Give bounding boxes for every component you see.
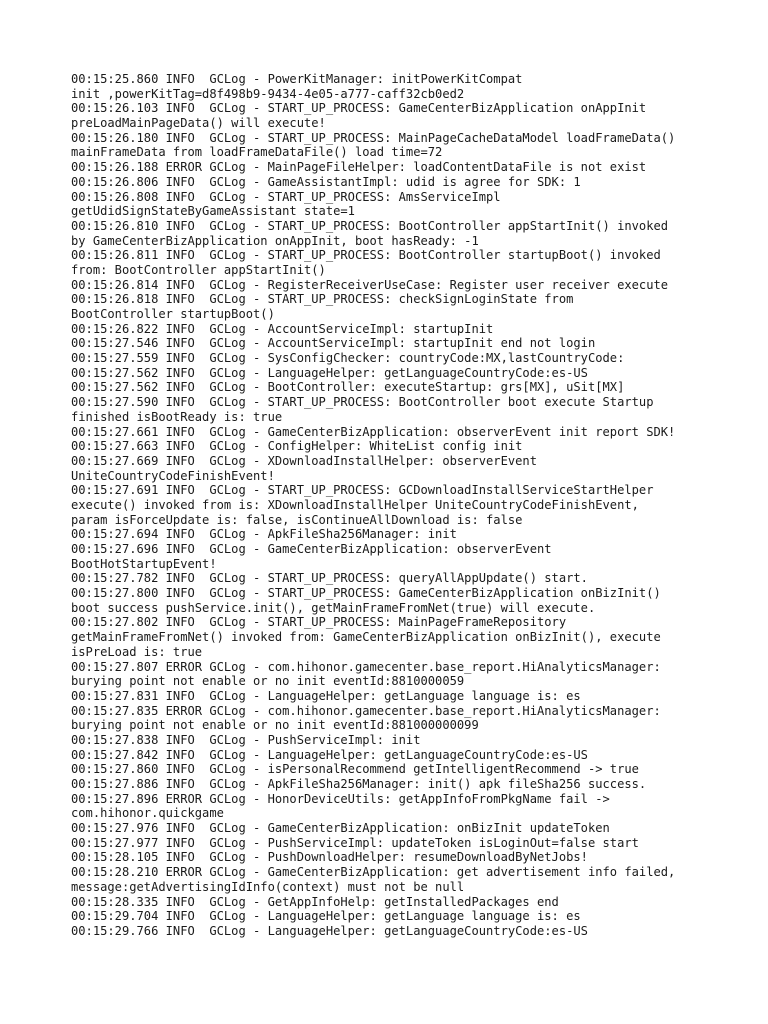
log-line: 00:15:28.210 ERROR GCLog - GameCenterBizApplication: get advertisement info failed, — [71, 865, 676, 880]
log-line: finished isBootReady is: true — [71, 409, 283, 424]
log-document — [71, 72, 711, 939]
log-line: 00:15:27.835 ERROR GCLog - com.hihonor.gamecenter.base_report.HiAnalyticsManager: — [71, 703, 661, 718]
log-line: from: BootController appStartInit() — [71, 262, 326, 277]
log-line: 00:15:26.808 INFO GCLog - START_UP_PROCESS: AmsServiceImpl — [71, 189, 501, 204]
log-line: 00:15:27.562 INFO GCLog - BootController: executeStartup: grs[MX], uSit[MX] — [71, 380, 625, 395]
log-line: 00:15:27.546 INFO GCLog - AccountServiceImpl: startupInit end not login — [71, 336, 596, 351]
log-line: 00:15:27.691 INFO GCLog - START_UP_PROCESS: GCDownloadInstallServiceStartHelper — [71, 483, 654, 498]
log-line: getMainFrameFromNet() invoked from: GameCenterBizApplication onBizInit(), execute — [71, 630, 661, 645]
log-line: UniteCountryCodeFinishEvent! — [71, 468, 275, 483]
log-line: 00:15:26.811 INFO GCLog - START_UP_PROCESS: BootController startupBoot() invoked — [71, 248, 661, 263]
log-line: 00:15:27.696 INFO GCLog - GameCenterBizApplication: observerEvent — [71, 542, 552, 556]
log-line: 00:15:27.860 INFO GCLog - isPersonalRecommend getIntelligentRecommend -> true — [71, 762, 639, 777]
log-line: 00:15:27.842 INFO GCLog - LanguageHelper: getLanguageCountryCode:es-US — [71, 747, 588, 762]
log-line: 00:15:27.838 INFO GCLog - PushServiceImpl: init — [71, 732, 421, 747]
log-line: BootController startupBoot() — [71, 307, 275, 321]
log-line: 00:15:27.562 INFO GCLog - LanguageHelper: getLanguageCountryCode:es-US — [71, 365, 588, 380]
log-line: 00:15:26.806 INFO GCLog - GameAssistantImpl: udid is agree for SDK: 1 — [71, 174, 581, 189]
log-line: getUdidSignStateByGameAssistant state=1 — [71, 204, 355, 219]
log-line: mainFrameData from loadFrameDataFile() load time=72 — [71, 145, 443, 160]
log-line: 00:15:27.802 INFO GCLog - START_UP_PROCESS: MainPageFrameRepository — [71, 615, 567, 630]
log-line: 00:15:27.807 ERROR GCLog - com.hihonor.gamecenter.base_report.HiAnalyticsManager: — [71, 659, 661, 674]
log-line: isPreLoad is: true — [71, 644, 203, 659]
log-line: init ,powerKitTag=d8f498b9-9434-4e05-a777-caff32cb0ed2 — [71, 86, 465, 101]
log-line: 00:15:26.818 INFO GCLog - START_UP_PROCESS: checkSignLoginState from — [71, 292, 574, 307]
log-line: 00:15:27.590 INFO GCLog - START_UP_PROCESS: BootController boot execute Startup — [71, 395, 654, 410]
log-line: 00:15:29.766 INFO GCLog - LanguageHelper: getLanguageCountryCode:es-US — [71, 923, 588, 938]
log-line: 00:15:27.831 INFO GCLog - LanguageHelper: getLanguage language is: es — [71, 688, 581, 703]
log-line: 00:15:26.103 INFO GCLog - START_UP_PROCESS: GameCenterBizApplication onAppInit — [71, 101, 647, 116]
log-body — [71, 72, 711, 939]
log-line: 00:15:26.810 INFO GCLog - START_UP_PROCESS: BootController appStartInit() invoked — [71, 218, 669, 233]
log-line: 00:15:29.704 INFO GCLog - LanguageHelper: getLanguage language is: es — [71, 909, 581, 924]
log-line: 00:15:26.188 ERROR GCLog - MainPageFileHelper: loadContentDataFile is not exist — [71, 160, 647, 175]
log-line: 00:15:27.663 INFO GCLog - ConfigHelper: WhiteList config init — [71, 439, 523, 454]
log-line: 00:15:27.661 INFO GCLog - GameCenterBizApplication: observerEvent init report SDK! — [71, 424, 676, 439]
log-line: 00:15:27.976 INFO GCLog - GameCenterBizApplication: onBizInit updateToken — [71, 821, 610, 836]
log-line: preLoadMainPageData() will execute! — [71, 116, 326, 131]
log-line: 00:15:27.782 INFO GCLog - START_UP_PROCESS: queryAllAppUpdate() start. — [71, 571, 588, 586]
log-line: BootHotStartupEvent! — [71, 556, 217, 571]
log-line: 00:15:26.180 INFO GCLog - START_UP_PROCESS: MainPageCacheDataModel loadFrameData() — [71, 130, 676, 145]
log-line: execute() invoked from is: XDownloadInstallHelper UniteCountryCodeFinishEvent, — [71, 497, 639, 512]
log-line: 00:15:27.694 INFO GCLog - ApkFileSha256Manager: init — [71, 527, 457, 542]
log-line: 00:15:25.860 INFO GCLog - PowerKitManager: initPowerKitCompat — [71, 72, 523, 86]
log-line: 00:15:28.335 INFO GCLog - GetAppInfoHelp: getInstalledPackages end — [71, 894, 559, 909]
log-line: param isForceUpdate is: false, isContinueAllDownload is: false — [71, 512, 523, 527]
log-line: 00:15:27.559 INFO GCLog - SysConfigChecker: countryCode:MX,lastCountryCode: — [71, 351, 625, 366]
log-line: burying point not enable or no init eventId:881000000099 — [71, 718, 479, 733]
log-line: boot success pushService.init(), getMainFrameFromNet(true) will execute. — [71, 600, 596, 615]
log-line: com.hihonor.quickgame — [71, 806, 224, 821]
log-line: 00:15:27.896 ERROR GCLog - HonorDeviceUtils: getAppInfoFromPkgName fail -> — [71, 791, 610, 806]
log-line: by GameCenterBizApplication onAppInit, boot hasReady: -1 — [71, 233, 479, 248]
log-line: 00:15:27.977 INFO GCLog - PushServiceImpl: updateToken isLoginOut=false start — [71, 835, 639, 850]
log-line: 00:15:28.105 INFO GCLog - PushDownloadHelper: resumeDownloadByNetJobs! — [71, 850, 588, 865]
log-line: 00:15:27.800 INFO GCLog - START_UP_PROCESS: GameCenterBizApplication onBizInit() — [71, 586, 661, 601]
log-line: 00:15:27.669 INFO GCLog - XDownloadInstallHelper: observerEvent — [71, 453, 537, 468]
log-line: message:getAdvertisingIdInfo(context) must not be null — [71, 879, 465, 894]
log-line: 00:15:26.814 INFO GCLog - RegisterReceiverUseCase: Register user receiver execute — [71, 277, 669, 292]
log-line: 00:15:27.886 INFO GCLog - ApkFileSha256Manager: init() apk fileSha256 success. — [71, 777, 647, 791]
log-line: 00:15:26.822 INFO GCLog - AccountServiceImpl: startupInit — [71, 321, 494, 336]
log-line: burying point not enable or no init eventId:8810000059 — [71, 674, 465, 689]
